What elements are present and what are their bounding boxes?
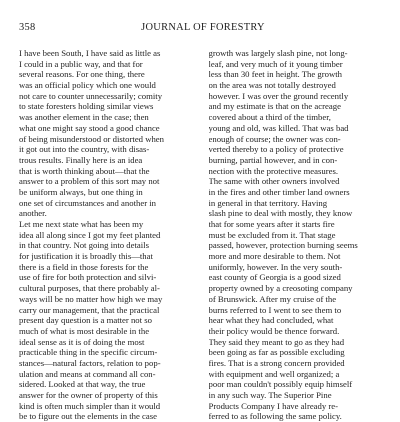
- text-line: sidered. Looked at that way, the true: [19, 379, 146, 390]
- text-line: in any such way. The Superior Pine: [208, 390, 332, 400]
- journal-title: JOURNAL OF FORESTRY: [141, 22, 265, 33]
- text-line: cultural purposes, that there probably al-: [19, 283, 160, 294]
- text-line: enough of course; the owner was con-: [208, 133, 341, 144]
- text-line: burns referred to I went to see them to: [208, 304, 342, 315]
- text-line: on the area was not totally destroyed: [208, 80, 336, 91]
- text-line: I could in a public way, and that for: [19, 58, 143, 69]
- text-line: another.: [19, 208, 47, 219]
- left-column: [19, 48, 198, 422]
- text-line: young and old, was killed. That was bad: [208, 122, 349, 133]
- text-line: of Brunswick. After my cruise of the: [208, 293, 337, 304]
- text-line: it got out into the country, with disas-: [19, 144, 150, 155]
- text-line: be to figure out the elements in the case: [19, 411, 157, 422]
- text-line: present day question is a matter not so: [19, 315, 152, 326]
- text-line: and my estimate is that on the acreage: [208, 101, 341, 112]
- text-line: ways will be no matter how high we may: [19, 293, 163, 304]
- text-line: idea all along since I got my feet planted: [19, 229, 161, 240]
- text-line: was another element in the case; then: [19, 112, 149, 123]
- text-line: nection with the protective measures.: [208, 165, 339, 176]
- text-line: that for some years after it starts fire: [208, 219, 335, 229]
- text-line: use of fire for both protection and silvi-: [19, 272, 157, 283]
- text-line: The same with other owners involved: [208, 176, 340, 187]
- text-line: been going as far as possible excluding: [208, 347, 345, 358]
- text-line: ferred to as following the same policy.: [208, 411, 342, 422]
- text-line: in the fires and other timber land owners: [208, 186, 350, 197]
- right-column: [209, 48, 388, 422]
- text-line: ideal sense as it is of doing the most: [19, 336, 145, 347]
- text-line: Products Company I have already re-: [208, 400, 339, 411]
- text-line: be uniform always, but one thing in: [19, 186, 143, 197]
- text-line: with equipment and well organized; a: [208, 368, 340, 379]
- text-line: that is worth thinking about—that the: [19, 165, 150, 176]
- text-line: property owned by a creosoting company: [208, 283, 353, 294]
- text-line: for justification it is broadly this—that: [19, 251, 153, 262]
- text-line: They said they meant to go as they had: [208, 336, 345, 347]
- text-line: covered about a third of the timber,: [208, 112, 331, 123]
- text-line: ulation and means at command all con-: [19, 368, 156, 379]
- text-line: leaf, and very much of it young timber: [208, 58, 343, 69]
- text-line: there is a field in those forests for the: [19, 261, 149, 272]
- text-line: trous results. Finally here is an idea: [19, 154, 143, 165]
- text-line: poor man couldn't possibly equip himself: [208, 379, 353, 390]
- text-line: uniformly, however. In the very south-: [208, 261, 343, 272]
- text-line: must be excluded from it. That stage: [208, 229, 336, 240]
- text-line: practicable thing in the specific circum-: [19, 347, 158, 358]
- text-line: in that country. Not going into details: [19, 240, 149, 251]
- running-header: [19, 22, 387, 40]
- text-line: hear what they had concluded, what: [208, 315, 334, 326]
- text-line: answer to a problem of this sort may not: [19, 176, 160, 187]
- text-line: was an official policy which one would: [19, 80, 156, 91]
- text-line: one set of circumstances and another in: [19, 197, 157, 208]
- text-line: what one might say stood a good chance: [19, 122, 160, 133]
- text-line: however. I was over the ground recently: [208, 90, 349, 101]
- text-line: their policy would be thence forward.: [208, 325, 340, 336]
- text-line: verted thereby to a policy of protective: [208, 144, 344, 155]
- text-line: growth was largely slash pine, not long-: [208, 48, 348, 58]
- text-line: carry our management, that the practical: [19, 304, 160, 315]
- text-line: of being misunderstood or distorted when: [19, 133, 165, 144]
- text-line: more and more desirable to them. Not: [208, 251, 341, 262]
- text-line: much of what is most desirable in the: [19, 325, 150, 336]
- text-line: slash pine to deal with mostly, they know: [208, 208, 353, 219]
- text-line: east county of Georgia is a good sized: [208, 272, 341, 283]
- text-line: stances—natural factors, relation to pop-: [19, 357, 161, 368]
- text-line: I have been South, I have said as little as: [19, 48, 161, 58]
- text-line: burning, partial however, and in con-: [208, 154, 338, 165]
- text-line: in general in that territory. Having: [208, 197, 328, 208]
- page-number: 358: [19, 22, 36, 33]
- text-line: answer for the owner of property of this: [19, 390, 158, 400]
- text-line: passed, however, protection burning seems: [208, 240, 358, 251]
- text-line: not care to counter unnecessarily; comity: [19, 90, 163, 101]
- text-line: to state foresters holding similar views: [19, 101, 154, 112]
- text-line: kind is often much simpler than it would: [19, 400, 161, 411]
- body-columns: [19, 48, 387, 422]
- text-line: several reasons. For one thing, there: [19, 69, 145, 80]
- text-line: less than 30 feet in height. The growth: [208, 69, 343, 80]
- text-line: fires. That is a strong concern provided: [208, 357, 345, 368]
- text-line: Let me next state what has been my: [19, 219, 144, 229]
